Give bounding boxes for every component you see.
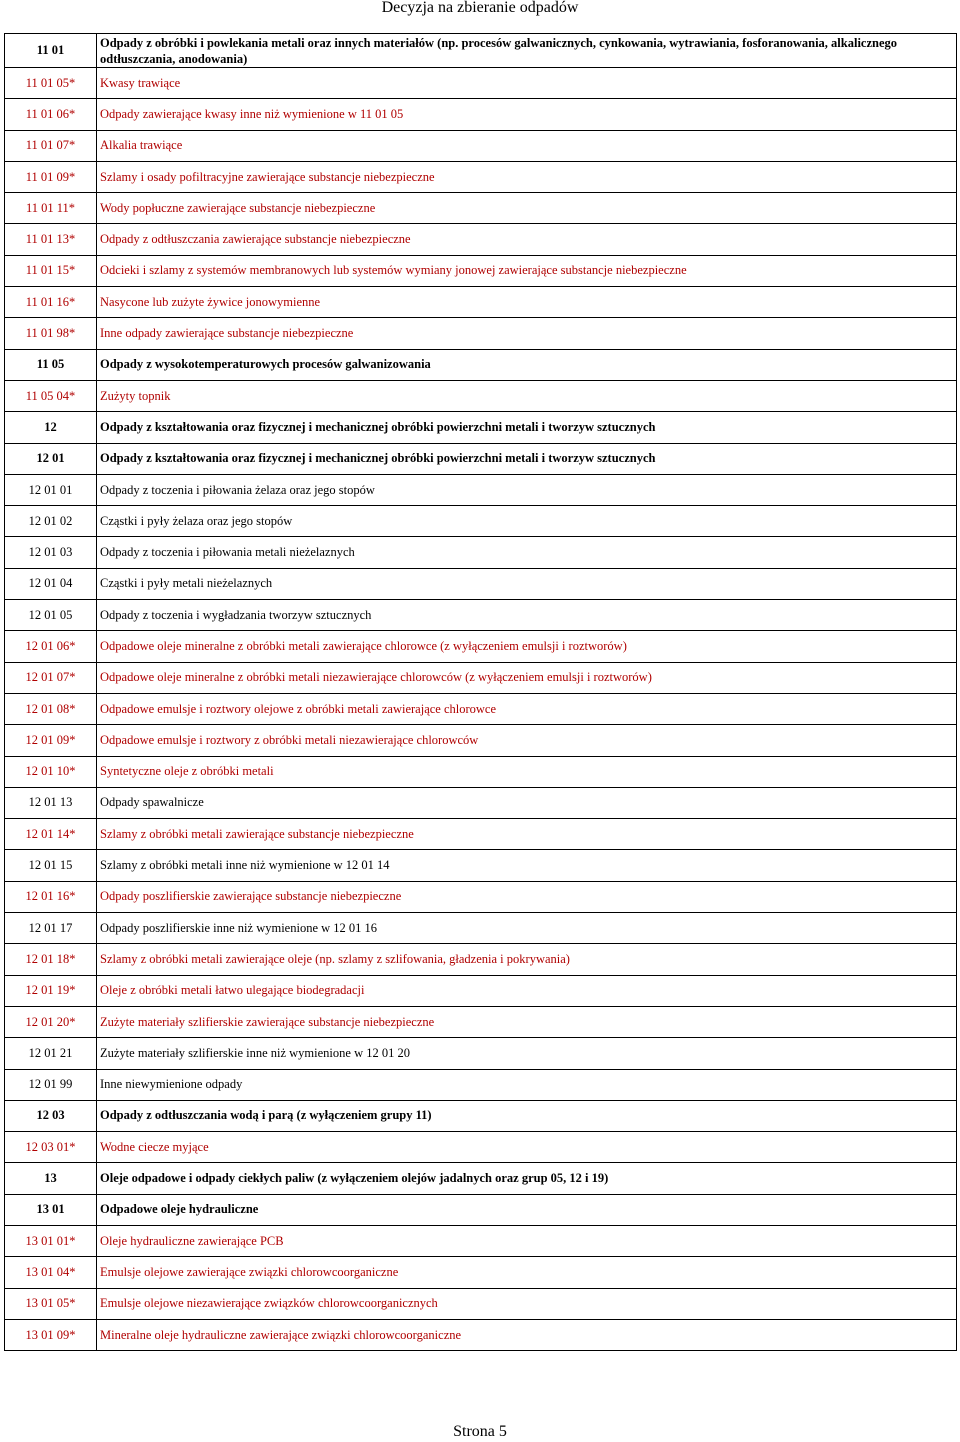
waste-code: 12 01	[5, 443, 97, 474]
waste-codes-table	[4, 33, 957, 1351]
waste-name: Alkalia trawiące	[97, 130, 957, 161]
waste-name: Odpady z odtłuszczania wodą i parą (z wyłączeniem grupy 11)	[97, 1100, 957, 1131]
waste-code: 13 01 09*	[5, 1319, 97, 1350]
table-row	[5, 1163, 957, 1194]
waste-code: 11 01 07*	[5, 130, 97, 161]
waste-name: Odcieki i szlamy z systemów membranowych lub systemów wymiany jonowej zawierające substancje niebezpieczne	[97, 255, 957, 286]
waste-code: 12 01 18*	[5, 944, 97, 975]
waste-code: 12 01 02	[5, 506, 97, 537]
waste-name: Zużyte materiały szlifierskie zawierające substancje niebezpieczne	[97, 1006, 957, 1037]
table-row	[5, 1288, 957, 1319]
table-row	[5, 537, 957, 568]
waste-name: Odpady z kształtowania oraz fizycznej i mechanicznej obróbki powierzchni metali i tworzyw sztucznych	[97, 412, 957, 443]
table-row	[5, 1069, 957, 1100]
table-row	[5, 161, 957, 192]
table-row	[5, 99, 957, 130]
waste-code: 12 01 10*	[5, 756, 97, 787]
table-row	[5, 693, 957, 724]
table-row	[5, 318, 957, 349]
waste-name: Zużyty topnik	[97, 380, 957, 411]
waste-code: 13	[5, 1163, 97, 1194]
waste-code: 12 01 04	[5, 568, 97, 599]
table-row	[5, 255, 957, 286]
waste-code: 12 01 06*	[5, 631, 97, 662]
waste-code: 13 01 01*	[5, 1225, 97, 1256]
waste-code: 11 01 09*	[5, 161, 97, 192]
waste-name: Syntetyczne oleje z obróbki metali	[97, 756, 957, 787]
table-row	[5, 68, 957, 99]
table-row	[5, 474, 957, 505]
table-row	[5, 1038, 957, 1069]
waste-code: 12 01 99	[5, 1069, 97, 1100]
waste-name: Odpady z toczenia i piłowania metali nieżelaznych	[97, 537, 957, 568]
table-row	[5, 287, 957, 318]
waste-code: 12 01 16*	[5, 881, 97, 912]
waste-code: 11 01 11*	[5, 193, 97, 224]
waste-name: Odpady z odtłuszczania zawierające substancje niebezpieczne	[97, 224, 957, 255]
table-row	[5, 380, 957, 411]
waste-code: 11 01 13*	[5, 224, 97, 255]
waste-code: 12 01 13	[5, 787, 97, 818]
waste-name: Odpady poszlifierskie inne niż wymienione w 12 01 16	[97, 913, 957, 944]
waste-name: Odpady spawalnicze	[97, 787, 957, 818]
waste-name: Emulsje olejowe zawierające związki chlorowcoorganiczne	[97, 1257, 957, 1288]
waste-code: 12 03	[5, 1100, 97, 1131]
waste-code: 12 01 20*	[5, 1006, 97, 1037]
table-row	[5, 130, 957, 161]
waste-name: Oleje odpadowe i odpady ciekłych paliw (z wyłączeniem olejów jadalnych oraz grup 05, 12 i 19)	[97, 1163, 957, 1194]
waste-code: 11 01	[5, 34, 97, 68]
page-number: Strona 5	[453, 1423, 507, 1440]
waste-name: Oleje z obróbki metali łatwo ulegające biodegradacji	[97, 975, 957, 1006]
waste-code: 11 01 98*	[5, 318, 97, 349]
waste-name: Szlamy i osady pofiltracyjne zawierające substancje niebezpieczne	[97, 161, 957, 192]
table-row	[5, 506, 957, 537]
waste-code: 12 03 01*	[5, 1132, 97, 1163]
table-row	[5, 1194, 957, 1225]
table-row	[5, 819, 957, 850]
table-row	[5, 1132, 957, 1163]
waste-name: Odpadowe oleje mineralne z obróbki metali niezawierające chlorowców (z wyłączeniem emulsji i roztworów)	[97, 662, 957, 693]
waste-name: Szlamy z obróbki metali inne niż wymienione w 12 01 14	[97, 850, 957, 881]
table-row	[5, 349, 957, 380]
table-row	[5, 944, 957, 975]
waste-name: Zużyte materiały szlifierskie inne niż wymienione w 12 01 20	[97, 1038, 957, 1069]
waste-code: 11 05 04*	[5, 380, 97, 411]
waste-name: Cząstki i pyły metali nieżelaznych	[97, 568, 957, 599]
table-row	[5, 600, 957, 631]
waste-rows	[5, 34, 957, 1351]
table-row	[5, 412, 957, 443]
waste-name: Odpady zawierające kwasy inne niż wymienione w 11 01 05	[97, 99, 957, 130]
waste-name: Emulsje olejowe niezawierające związków chlorowcoorganicznych	[97, 1288, 957, 1319]
table-row	[5, 913, 957, 944]
waste-code: 12 01 01	[5, 474, 97, 505]
table-row	[5, 662, 957, 693]
waste-code: 12 01 14*	[5, 819, 97, 850]
table-row	[5, 787, 957, 818]
table-row	[5, 568, 957, 599]
table-row	[5, 224, 957, 255]
waste-name: Nasycone lub zużyte żywice jonowymienne	[97, 287, 957, 318]
waste-name: Odpady z obróbki i powlekania metali oraz innych materiałów (np. procesów galwanicznych, cynkowania, wytrawiania, fosforanowania, alkalicznego odtłuszczania, anodowania)	[97, 34, 957, 68]
waste-code: 11 05	[5, 349, 97, 380]
waste-name: Szlamy z obróbki metali zawierające substancje niebezpieczne	[97, 819, 957, 850]
waste-code: 12 01 09*	[5, 725, 97, 756]
waste-name: Odpady z wysokotemperaturowych procesów galwanizowania	[97, 349, 957, 380]
waste-code: 11 01 16*	[5, 287, 97, 318]
waste-name: Odpadowe emulsje i roztwory z obróbki metali niezawierające chlorowców	[97, 725, 957, 756]
waste-code: 13 01	[5, 1194, 97, 1225]
waste-code: 12 01 17	[5, 913, 97, 944]
waste-code: 12	[5, 412, 97, 443]
waste-code: 12 01 05	[5, 600, 97, 631]
waste-name: Odpady poszlifierskie zawierające substancje niebezpieczne	[97, 881, 957, 912]
waste-code: 11 01 15*	[5, 255, 97, 286]
waste-name: Oleje hydrauliczne zawierające PCB	[97, 1225, 957, 1256]
waste-code: 11 01 05*	[5, 68, 97, 99]
table-row	[5, 1100, 957, 1131]
waste-name: Odpady z toczenia i wygładzania tworzyw sztucznych	[97, 600, 957, 631]
table-row	[5, 443, 957, 474]
waste-name: Inne odpady zawierające substancje niebezpieczne	[97, 318, 957, 349]
table-row	[5, 850, 957, 881]
waste-name: Cząstki i pyły żelaza oraz jego stopów	[97, 506, 957, 537]
waste-code: 12 01 19*	[5, 975, 97, 1006]
waste-name: Odpadowe oleje hydrauliczne	[97, 1194, 957, 1225]
waste-name: Odpadowe oleje mineralne z obróbki metali zawierające chlorowce (z wyłączeniem emulsji i roztworów)	[97, 631, 957, 662]
waste-code: 12 01 15	[5, 850, 97, 881]
waste-code: 12 01 07*	[5, 662, 97, 693]
table-row	[5, 881, 957, 912]
waste-name: Wodne ciecze myjące	[97, 1132, 957, 1163]
waste-code: 12 01 08*	[5, 693, 97, 724]
table-row	[5, 193, 957, 224]
waste-name: Mineralne oleje hydrauliczne zawierające związki chlorowcoorganiczne	[97, 1319, 957, 1350]
waste-name: Odpady z toczenia i piłowania żelaza oraz jego stopów	[97, 474, 957, 505]
table-row	[5, 34, 957, 68]
waste-name: Kwasy trawiące	[97, 68, 957, 99]
table-row	[5, 1257, 957, 1288]
waste-code: 12 01 21	[5, 1038, 97, 1069]
waste-name: Odpady z kształtowania oraz fizycznej i mechanicznej obróbki powierzchni metali i tworzyw sztucznych	[97, 443, 957, 474]
table-row	[5, 756, 957, 787]
table-row	[5, 975, 957, 1006]
waste-name: Wody popłuczne zawierające substancje niebezpieczne	[97, 193, 957, 224]
waste-code: 12 01 03	[5, 537, 97, 568]
table-row	[5, 725, 957, 756]
table-row	[5, 1225, 957, 1256]
waste-name: Inne niewymienione odpady	[97, 1069, 957, 1100]
waste-name: Odpadowe emulsje i roztwory olejowe z obróbki metali zawierające chlorowce	[97, 693, 957, 724]
table-row	[5, 1006, 957, 1037]
waste-code: 13 01 05*	[5, 1288, 97, 1319]
table-row	[5, 1319, 957, 1350]
waste-code: 13 01 04*	[5, 1257, 97, 1288]
table-row	[5, 631, 957, 662]
document-title: Decyzja na zbieranie odpadów	[381, 0, 579, 16]
waste-name: Szlamy z obróbki metali zawierające oleje (np. szlamy z szlifowania, gładzenia i pokrywania)	[97, 944, 957, 975]
waste-code: 11 01 06*	[5, 99, 97, 130]
